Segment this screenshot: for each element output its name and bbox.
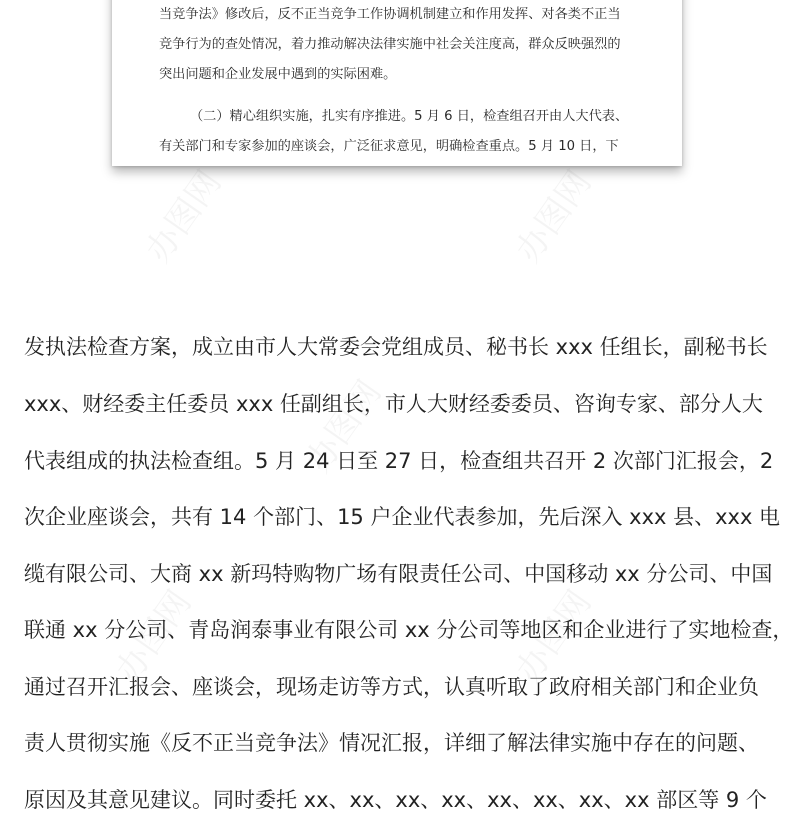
body-line-4: 次企业座谈会，共有 14 个部门、15 户企业代表参加，先后深入 xxx 县、xxx 电	[24, 505, 781, 529]
card-line-2: 竞争行为的查处情况，着力推动解决法律实施中社会关注度高，群众反映强烈的	[159, 37, 621, 52]
body-line-8: 责人贯彻实施《反不正当竞争法》情况汇报，详细了解法律实施中存在的问题、	[24, 731, 759, 755]
body-line-9: 原因及其意见建议。同时委托 xx、xx、xx、xx、xx、xx、xx、xx 部区等 9 个	[24, 788, 767, 812]
body-line-3: 代表组成的执法检查组。5 月 24 日至 27 日，检查组共召开 2 次部门汇报会，2	[24, 449, 774, 473]
card-line-4: （二）精心组织实施，扎实有序推进。5 月 6 日，检查组召开由人大代表、	[190, 109, 629, 124]
card-line-5: 有关部门和专家参加的座谈会，广泛征求意见，明确检查重点。5 月 10 日，下	[159, 139, 619, 154]
body-line-6: 联通 xx 分公司、青岛润泰事业有限公司 xx 分公司等地区和企业进行了实地检查，	[24, 618, 794, 642]
body-line-2: xxx、财经委主任委员 xxx 任副组长，市人大财经委委员、咨询专家、部分人大	[24, 392, 763, 416]
body-line-7: 通过召开汇报会、座谈会，现场走访等方式，认真听取了政府相关部门和企业负	[24, 675, 759, 699]
card-line-1: 当竞争法》修改后，反不正当竞争工作协调机制建立和作用发挥、对各类不正当	[159, 7, 621, 22]
body-line-5: 缆有限公司、大商 xx 新玛特购物广场有限责任公司、中国移动 xx 分公司、中国	[24, 562, 773, 586]
card-line-3: 突出问题和企业发展中遇到的实际困难。	[159, 67, 397, 82]
body-line-1: 发执法检查方案，成立由市人大常委会党组成员、秘书长 xxx 任组长，副秘书长	[24, 335, 768, 359]
